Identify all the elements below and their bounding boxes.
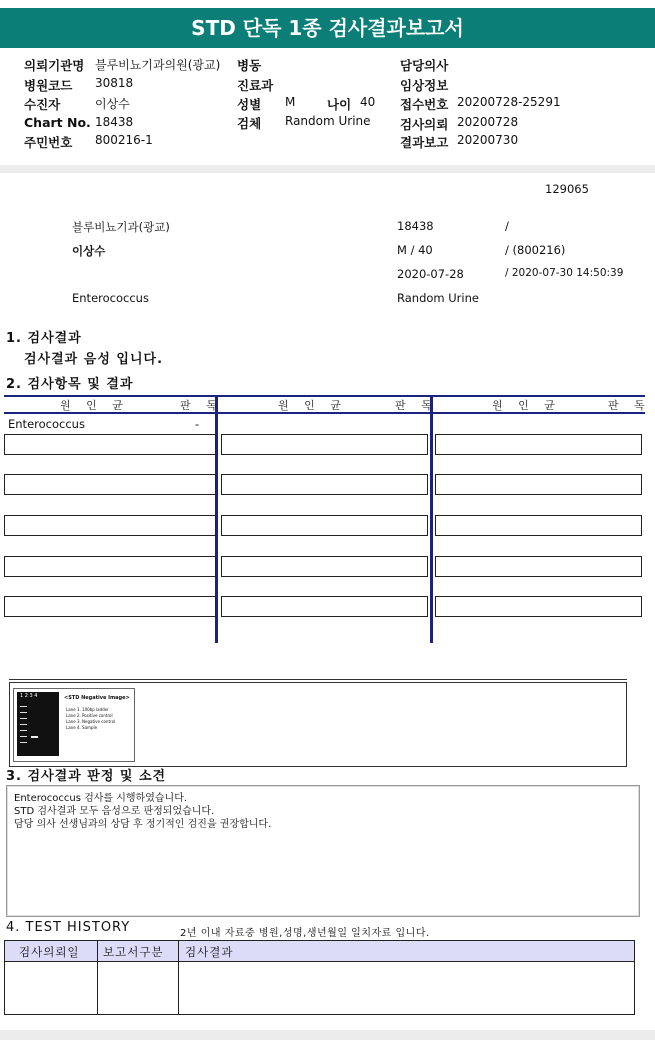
section1-result: 검사결과 음성 입니다. [24,352,164,367]
institution-label: 의뢰기관명 [24,58,85,73]
result-cell [221,474,428,495]
mid-clinic: 블루비뇨기과(광교) [72,220,170,234]
mid-sex-age: M / 40 [397,243,433,257]
col-judgement-3: 판 독 [608,399,651,412]
result-cell [435,556,642,577]
history-col-request-date: 검사의뢰일 [19,945,80,959]
history-note: 2년 이내 자료중 병원,성명,생년월일 일치자료 입니다. [180,928,430,939]
resident-value: 800216-1 [95,133,153,147]
clinical-label: 임상정보 [400,78,449,93]
col-pathogen-2: 원 인 균 [278,399,347,412]
section3-title: 3. 검사결과 판정 및 소견 [6,769,167,784]
mid-organism: Enterococcus [72,291,149,305]
col-judgement-2: 판 독 [395,399,438,412]
age-value: 40 [360,95,376,109]
specimen-label: 검체 [237,116,262,131]
report-label: 결과보고 [400,135,449,150]
request-value: 20200728 [457,115,519,129]
resident-label: 주민번호 [24,135,73,150]
history-header [5,941,634,962]
gel-lane-2: Lane 2. Positive control [66,713,113,718]
result-cell [435,596,642,617]
report-header [0,48,655,166]
header-separator [0,165,655,173]
col-pathogen-3: 원 인 균 [492,399,561,412]
result-cell [4,596,216,617]
history-col-divider [178,941,179,1014]
gel-lane-3: Lane 3. Negative control [66,719,116,724]
mid-date: 2020-07-28 [397,267,464,281]
row1-result: - [195,417,200,431]
section2-title: 2. 검사항목 및 결과 [6,377,134,392]
report-value: 20200730 [457,133,519,147]
grid-divider-2 [430,395,433,643]
hospital-code-value: 30818 [95,76,134,90]
row1-pathogen: Enterococcus [8,417,85,431]
chart-label: Chart No. [24,115,91,130]
result-cell [4,515,216,536]
ward-label: 병동 [237,58,262,73]
col-pathogen-1: 원 인 균 [60,399,129,412]
result-cell [435,515,642,536]
sex-value: M [285,95,296,109]
mid-report-datetime: / 2020-07-30 14:50:39 [505,267,624,279]
receipt-label: 접수번호 [400,97,449,112]
opinion-line-2: STD 검사결과 모두 음성으로 판정되었습니다. [14,806,215,817]
result-cell [4,474,216,495]
doctor-label: 담당의사 [400,58,449,73]
result-cell [221,515,428,536]
result-cell [221,434,428,455]
doc-number: 129065 [545,182,589,196]
opinion-line-1: Enterococcus 검사를 시행하였습니다. [14,793,188,804]
receipt-value: 20200728-25291 [457,95,561,109]
col-judgement-1: 판 독 [180,399,223,412]
opinion-line-3: 담당 의사 선생님과의 상담 후 정기적인 검진을 권장합니다. [14,819,272,830]
opinion-box [6,785,640,917]
gel-image [13,688,135,762]
recipient-label: 수진자 [24,97,61,112]
mid-chart: 18438 [397,219,434,233]
hospital-code-label: 병원코드 [24,78,73,93]
gel-image-title: <STD Negative Image> [64,695,130,701]
image-divider [9,679,627,680]
age-label: 나이 [327,97,352,112]
chart-value: 18438 [95,115,134,129]
section4-title: 4. TEST HISTORY [6,920,131,935]
result-cell [4,434,216,455]
history-col-divider [97,941,98,1014]
result-cell [435,434,642,455]
result-cell [221,596,428,617]
gel-lane-numbers: 1 2 3 4 [20,693,38,699]
gel-lane-4: Lane 4. Sample [66,725,98,730]
result-cell [4,556,216,577]
history-col-report-type: 보고서구분 [103,945,164,959]
recipient-value: 이상수 [95,97,130,111]
result-cell [435,474,642,495]
section1-title: 1. 검사결과 [6,331,82,346]
history-col-result: 검사결과 [185,945,234,959]
mid-slash: / [505,219,509,233]
result-cell [221,556,428,577]
gel-photo [17,692,59,756]
gel-lane-1: Lane 1. 100bp ladder [66,707,109,712]
footer-separator [0,1030,655,1040]
dept-label: 진료과 [237,78,274,93]
history-table [4,940,635,1015]
request-label: 검사의뢰 [400,117,449,132]
sex-label: 성별 [237,97,262,112]
report-title: STD 단독 1종 검사결과보고서 [0,8,655,48]
mid-specimen: Random Urine [397,291,479,305]
mid-birth: / (800216) [505,243,566,257]
specimen-value: Random Urine [285,114,371,128]
mid-name: 이상수 [72,244,106,258]
institution-value: 블루비뇨기과의원(광교) [95,58,221,72]
